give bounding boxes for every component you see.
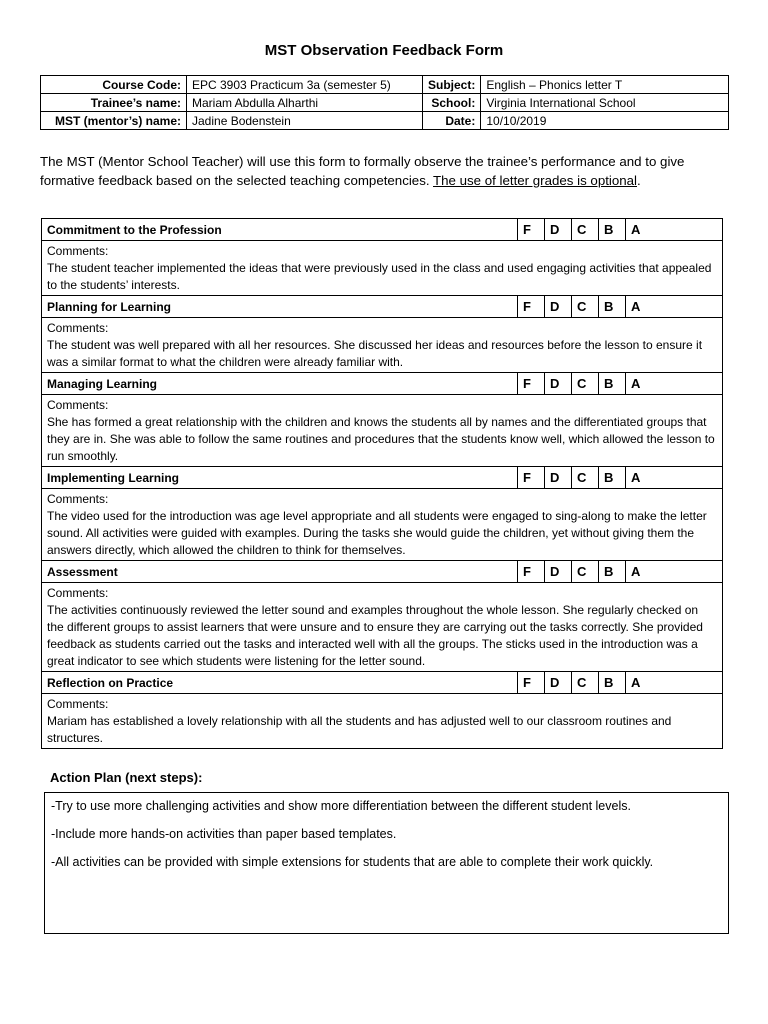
grade-b-cell[interactable]: B	[599, 219, 626, 241]
comment-text: She has formed a great relationship with the children and knows the students all by names and the differentiated groups that they are in. She was able to follow the same routines and procedures that the students know well, which allowed the lesson to run smoothly.	[47, 415, 715, 463]
action-plan-title: Action Plan (next steps):	[50, 770, 203, 785]
form-title: MST Observation Feedback Form	[264, 42, 504, 59]
competency-comment-row	[42, 395, 723, 467]
competency-header-row	[42, 467, 723, 489]
info-table	[40, 75, 729, 130]
comment-text: The video used for the introduction was age level appropriate and all students were engaged to sing-along to make the letter sound. All activities were guided with examples. During the tasks she would guide the children, yet without giving them the answers directly, which allowed the children to think for themselves.	[47, 509, 707, 557]
grade-b-cell[interactable]: B	[599, 467, 626, 489]
competency-name-commitment-to-the-profession: Commitment to the Profession	[42, 219, 518, 241]
grade-c-cell[interactable]: C	[572, 672, 599, 694]
competency-name-managing-learning: Managing Learning	[42, 373, 518, 395]
subject-label: Subject:	[423, 76, 481, 94]
subject-value: English – Phonics letter T	[481, 76, 729, 94]
mst-label: MST (mentor’s) name:	[41, 112, 187, 130]
grade-d-cell[interactable]: D	[545, 672, 572, 694]
grade-d-cell[interactable]: D	[545, 219, 572, 241]
grade-a-cell[interactable]: A	[626, 672, 723, 694]
competency-name-planning-for-learning: Planning for Learning	[42, 296, 518, 318]
trainee-label: Trainee’s name:	[41, 94, 187, 112]
competency-comment-cell	[42, 489, 723, 561]
action-plan-box	[44, 792, 729, 934]
competency-comment-row	[42, 241, 723, 296]
action-item: -Try to use more challenging activities and show more differentiation between the different student levels.	[51, 799, 631, 813]
grade-c-cell[interactable]: C	[572, 467, 599, 489]
grade-d-cell[interactable]: D	[545, 561, 572, 583]
competency-comment-cell	[42, 241, 723, 296]
competency-header-row	[42, 561, 723, 583]
grade-b-cell[interactable]: B	[599, 672, 626, 694]
comments-label: Comments:	[47, 697, 109, 711]
date-value: 10/10/2019	[481, 112, 729, 130]
competency-comment-cell	[42, 583, 723, 672]
info-row	[41, 94, 729, 112]
competency-comment-row	[42, 489, 723, 561]
grade-a-cell[interactable]: A	[626, 296, 723, 318]
comments-label: Comments:	[47, 492, 109, 506]
grade-c-cell[interactable]: C	[572, 373, 599, 395]
comments-label: Comments:	[47, 398, 109, 412]
info-row	[41, 112, 729, 130]
competency-comment-cell	[42, 694, 723, 749]
course-code-value: EPC 3903 Practicum 3a (semester 5)	[187, 76, 423, 94]
competency-header-row	[42, 296, 723, 318]
intro-paragraph	[40, 152, 740, 190]
competency-name-assessment: Assessment	[42, 561, 518, 583]
competency-table	[41, 218, 723, 749]
grade-a-cell[interactable]: A	[626, 467, 723, 489]
grade-f-cell[interactable]: F	[518, 296, 545, 318]
school-label: School:	[423, 94, 481, 112]
competency-name-implementing-learning: Implementing Learning	[42, 467, 518, 489]
grade-f-cell[interactable]: F	[518, 467, 545, 489]
grade-c-cell[interactable]: C	[572, 561, 599, 583]
action-item: -All activities can be provided with simple extensions for students that are able to complete their work quickly.	[51, 855, 654, 869]
competency-comment-row	[42, 694, 723, 749]
competency-header-row	[42, 373, 723, 395]
grade-f-cell[interactable]: F	[518, 219, 545, 241]
grade-f-cell[interactable]: F	[518, 561, 545, 583]
info-row	[41, 76, 729, 94]
comment-text: The activities continuously reviewed the letter sound and examples throughout the whole lesson. She regularly checked on the different groups to assist learners that were unsure and to ensure they are carrying out the tasks correctly. She provided feedback as students carried out the tasks and interacted well with all the groups. The sticks used in the introduction was a great indicator to see which students were listening for the letter sound.	[47, 603, 703, 668]
comments-label: Comments:	[47, 244, 109, 258]
action-item: -Include more hands-on activities than paper based templates.	[51, 827, 397, 841]
grade-b-cell[interactable]: B	[599, 561, 626, 583]
competency-comment-cell	[42, 395, 723, 467]
school-value: Virginia International School	[481, 94, 729, 112]
grade-f-cell[interactable]: F	[518, 373, 545, 395]
grade-d-cell[interactable]: D	[545, 467, 572, 489]
intro-text: The MST (Mentor School Teacher) will use this form to formally observe the trainee’s performance and to give formative feedback based on the selected teaching competencies.	[40, 154, 685, 188]
intro-underlined: The use of letter grades is optional	[433, 173, 638, 188]
date-label: Date:	[423, 112, 481, 130]
intro-end: .	[637, 173, 641, 188]
mst-value: Jadine Bodenstein	[187, 112, 423, 130]
grade-b-cell[interactable]: B	[599, 373, 626, 395]
grade-c-cell[interactable]: C	[572, 219, 599, 241]
comment-text: Mariam has established a lovely relationship with all the students and has adjusted well to our classroom routines and structures.	[47, 714, 672, 745]
competency-header-row	[42, 219, 723, 241]
grade-f-cell[interactable]: F	[518, 672, 545, 694]
competency-name-reflection-on-practice: Reflection on Practice	[42, 672, 518, 694]
trainee-value: Mariam Abdulla Alharthi	[187, 94, 423, 112]
competency-comment-row	[42, 583, 723, 672]
competency-comment-cell	[42, 318, 723, 373]
comments-label: Comments:	[47, 321, 109, 335]
grade-a-cell[interactable]: A	[626, 561, 723, 583]
comment-text: The student was well prepared with all her resources. She discussed her ideas and resources before the lesson to ensure it was a similar format to what the children were already familiar with.	[47, 338, 703, 369]
grade-a-cell[interactable]: A	[626, 373, 723, 395]
competency-header-row	[42, 672, 723, 694]
grade-d-cell[interactable]: D	[545, 373, 572, 395]
comment-text: The student teacher implemented the ideas that were previously used in the class and used engaging activities that appealed to the students’ interests.	[47, 261, 712, 292]
grade-d-cell[interactable]: D	[545, 296, 572, 318]
course-code-label: Course Code:	[41, 76, 187, 94]
grade-a-cell[interactable]: A	[626, 219, 723, 241]
grade-c-cell[interactable]: C	[572, 296, 599, 318]
comments-label: Comments:	[47, 586, 109, 600]
grade-b-cell[interactable]: B	[599, 296, 626, 318]
competency-comment-row	[42, 318, 723, 373]
